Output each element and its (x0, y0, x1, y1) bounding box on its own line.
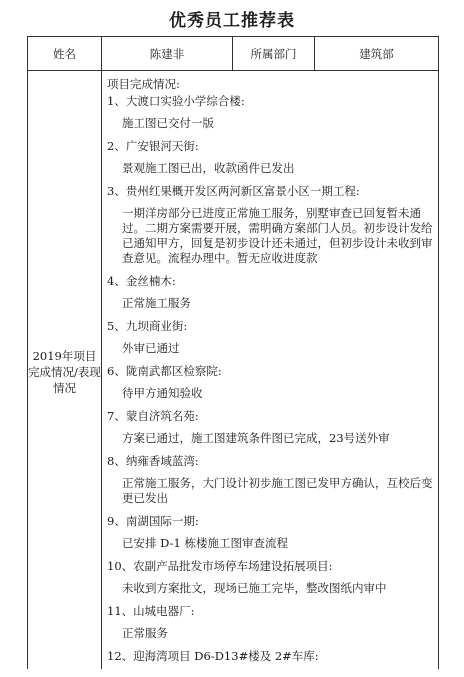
project-title: 2、广安银河天街: (107, 139, 199, 153)
content-intro: 项目完成情况: (107, 77, 180, 91)
project-title: 3、贵州红果概开发区两河新区富景小区一期工程: (107, 184, 360, 198)
project-title: 5、九坝商业街: (107, 319, 188, 333)
dept-label: 所属部门 (233, 37, 315, 71)
project-detail: 待甲方通知验收 (122, 386, 203, 400)
section-label-text: 2019年项目完成情况/表现情况 (28, 349, 101, 395)
name-label: 姓名 (28, 37, 102, 71)
project-title: 11、山城电器厂: (107, 604, 195, 618)
page-bottom-edge (0, 669, 464, 677)
project-detail: 已安排 D-1 栋楼施工图审查流程 (122, 536, 288, 550)
project-title: 12、迎海湾项目 D6-D13#楼及 2#车库: (107, 649, 319, 663)
project-detail: 正常服务 (122, 626, 168, 640)
form-title: 优秀员工推荐表 (169, 11, 295, 31)
project-title: 6、陇南武都区检察院: (107, 364, 222, 378)
header-row (28, 37, 439, 71)
project-detail: 未收到方案批文，现场已施工完毕，整改图纸内审中 (122, 581, 387, 595)
project-detail: 正常施工服务 (122, 296, 191, 310)
project-title: 10、农副产品批发市场停车场建设拓展项目: (107, 559, 333, 573)
performance-row (28, 71, 439, 674)
project-detail: 正常施工服务，大门设计初步施工图已发甲方确认，互校后变更已发出 (122, 476, 433, 505)
project-title: 8、纳雍香域蓝湾: (107, 454, 199, 468)
project-title: 1、大渡口实验小学综合楼: (107, 94, 245, 108)
dept-value: 建筑部 (315, 37, 439, 71)
project-detail: 方案已通过，施工图建筑条件图已完成，23号送外审 (122, 431, 390, 445)
performance-content (102, 71, 439, 674)
project-detail: 景观施工图已出，收款函件已发出 (122, 161, 295, 175)
project-detail: 施工图已交付一版 (122, 116, 214, 130)
project-title: 4、金丝楠木: (107, 274, 176, 288)
project-title: 9、南湖国际一期: (107, 514, 199, 528)
project-detail: 外审已通过 (122, 341, 180, 355)
project-title: 7、蒙自济筑名苑: (107, 409, 199, 423)
name-value: 陈建非 (102, 37, 233, 71)
project-list (107, 94, 434, 664)
section-label (28, 71, 102, 674)
recommendation-form (27, 36, 439, 674)
project-detail: 一期洋房部分已进度正常施工服务，别墅审查已回复暂未通过。二期方案需要开展，需明确方案部门人员。初步设计发给已通知甲方，回复是初步设计还未通过，但初步设计未收到审查意见。流程办理中。暂无应收进度款 (122, 206, 433, 265)
